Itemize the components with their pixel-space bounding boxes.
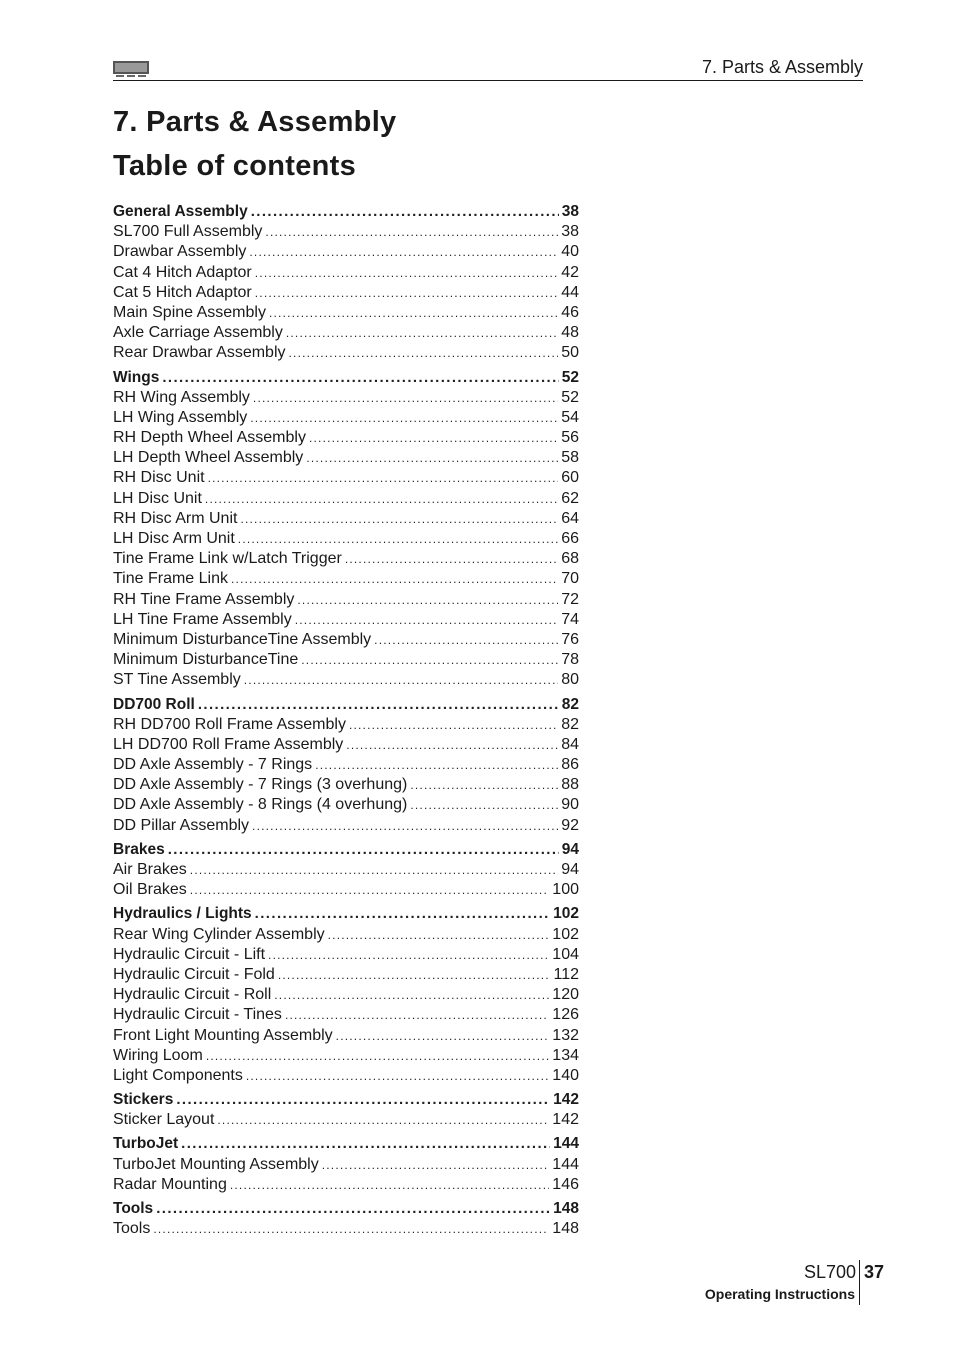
dot-leader (230, 1175, 549, 1195)
toc-entry-page: 52 (561, 388, 579, 406)
dot-leader (255, 263, 558, 283)
toc-entry-title: Oil Brakes (113, 881, 187, 899)
toc-entry-title: Drawbar Assembly (113, 243, 247, 261)
toc-section-heading[interactable] (113, 202, 579, 222)
toc-entry[interactable] (113, 965, 579, 985)
toc-entry[interactable] (113, 263, 579, 283)
toc-entry-title: RH DD700 Roll Frame Assembly (113, 715, 346, 733)
toc-entry[interactable] (113, 715, 579, 735)
toc-entry-title: LH Tine Frame Assembly (113, 610, 292, 628)
toc-entry-title: LH Disc Arm Unit (113, 530, 235, 547)
header-section-title: 7. Parts & Assembly (701, 57, 863, 77)
toc-entry-page: 84 (561, 735, 579, 753)
toc-entry[interactable] (113, 283, 579, 303)
toc-heading-page: 82 (561, 695, 579, 713)
dot-leader (168, 840, 559, 860)
toc-heading-title: Hydraulics / Lights (113, 905, 252, 923)
toc-entry-page: 104 (552, 945, 579, 963)
toc-entry[interactable] (113, 650, 579, 670)
toc-heading-page: 38 (561, 203, 579, 220)
toc-entry[interactable] (113, 343, 579, 363)
toc-entry-page: 86 (561, 756, 579, 774)
toc-entry[interactable] (113, 775, 579, 795)
toc-entry[interactable] (113, 1110, 579, 1130)
dot-leader (274, 985, 549, 1005)
toc-entry[interactable] (113, 755, 579, 775)
dot-leader (198, 695, 559, 715)
toc-entry-title: RH Depth Wheel Assembly (113, 429, 306, 447)
page-title: 7. Parts & Assembly (113, 106, 397, 138)
dot-leader (289, 343, 559, 363)
toc-entry[interactable] (113, 549, 579, 569)
toc-entry-title: Hydraulic Circuit - Fold (113, 965, 275, 983)
toc-heading-page: 94 (561, 840, 579, 858)
toc-entry[interactable] (113, 630, 579, 650)
toc-entry-page: 132 (552, 1026, 579, 1044)
toc-entry-title: Radar Mounting (113, 1175, 227, 1193)
dot-leader (328, 925, 550, 945)
toc-entry[interactable] (113, 1155, 579, 1175)
toc-entry-title: DD Pillar Assembly (113, 816, 250, 834)
toc-heading-page: 52 (561, 368, 579, 386)
footer-subtitle: Operating Instructions (704, 1286, 855, 1302)
dot-leader (250, 408, 558, 428)
toc-entry-page: 100 (552, 881, 579, 899)
toc-section-heading[interactable] (113, 904, 579, 924)
dot-leader (162, 368, 558, 388)
toc-entry-page: 126 (552, 1006, 579, 1024)
simba-logo-graphic (113, 59, 149, 78)
toc-section-heading[interactable] (113, 695, 579, 715)
toc-entry-title: Tine Frame Link w/Latch Trigger (113, 550, 342, 568)
toc-entry[interactable] (113, 468, 579, 488)
toc-section-heading[interactable] (113, 1199, 579, 1219)
toc-entry-page: 38 (561, 223, 579, 241)
toc-entry[interactable] (113, 925, 579, 945)
toc-entry-page: 92 (561, 816, 579, 834)
toc-entry-page: 56 (561, 429, 579, 447)
dot-leader (410, 795, 558, 815)
dot-leader (246, 1066, 549, 1086)
toc-entry-page: 66 (561, 530, 579, 547)
toc-heading-page: 148 (553, 1200, 579, 1217)
toc-entry-page: 50 (561, 344, 579, 362)
dot-leader (231, 569, 558, 589)
toc-entry-page: 68 (561, 550, 579, 568)
toc-heading-title: DD700 Roll (113, 695, 195, 713)
dot-leader (278, 965, 551, 985)
dot-leader (217, 1110, 549, 1130)
toc-entry-title: Hydraulic Circuit - Tines (113, 1006, 282, 1024)
toc-entry-title: Hydraulic Circuit - Roll (113, 986, 272, 1004)
toc-entry[interactable] (113, 408, 579, 428)
dot-leader (322, 1155, 550, 1175)
toc-entry-page: 88 (561, 776, 579, 794)
toc-heading-title: Stickers (113, 1091, 174, 1109)
dot-leader (374, 630, 558, 650)
dot-leader (156, 1199, 550, 1219)
footer-model: SL700 (803, 1262, 856, 1282)
dot-leader (349, 715, 558, 735)
page-subtitle: Table of contents (113, 150, 357, 182)
toc-section (113, 840, 579, 901)
dot-leader (336, 1026, 550, 1046)
toc-entry-title: DD Axle Assembly - 8 Rings (4 overhung) (113, 796, 408, 814)
toc-entry-title: Wiring Loom (113, 1046, 203, 1064)
toc-entry[interactable] (113, 1026, 579, 1046)
dot-leader (253, 388, 558, 408)
toc-entry-title: SL700 Full Assembly (113, 223, 263, 241)
toc-section-heading[interactable] (113, 840, 579, 860)
dot-leader (255, 904, 550, 924)
simba-logo (113, 59, 149, 78)
toc-entry-title: Rear Wing Cylinder Assembly (113, 925, 325, 943)
toc-entry-page: 142 (552, 1111, 579, 1129)
toc-heading-page: 142 (553, 1091, 579, 1109)
toc-entry-page: 48 (561, 324, 579, 342)
dot-leader (269, 303, 558, 323)
toc-entry[interactable] (113, 428, 579, 448)
toc-entry-page: 78 (561, 651, 579, 669)
toc-heading-page: 144 (553, 1135, 579, 1153)
toc-entry-title: Main Spine Assembly (113, 303, 266, 321)
header-divider (113, 80, 863, 81)
dot-leader (309, 428, 558, 448)
toc-entry[interactable] (113, 529, 579, 549)
toc-section (113, 368, 579, 691)
dot-leader (268, 945, 549, 965)
toc-heading-title: Brakes (113, 840, 165, 858)
toc-entry-title: RH Wing Assembly (113, 388, 250, 406)
toc-entry-title: Front Light Mounting Assembly (113, 1026, 333, 1044)
toc-heading-title: General Assembly (113, 203, 248, 220)
toc-entry-page: 90 (561, 796, 579, 814)
toc-section (113, 1090, 579, 1130)
page-number: 37 (864, 1262, 885, 1282)
toc-entry-page: 70 (561, 570, 579, 588)
toc-entry-page: 112 (553, 965, 579, 983)
dot-leader (153, 1219, 549, 1239)
dot-leader (240, 509, 558, 529)
toc-entry-title: DD Axle Assembly - 7 Rings (113, 756, 313, 774)
dot-leader (301, 650, 558, 670)
dot-leader (346, 735, 558, 755)
dot-leader (181, 1134, 550, 1154)
toc-entry-title: Cat 4 Hitch Adaptor (113, 263, 252, 281)
toc-entry-title: Tine Frame Link (113, 570, 228, 588)
toc-entry-title: Tools (113, 1220, 151, 1238)
dot-leader (249, 242, 558, 262)
dot-leader (286, 323, 558, 343)
toc-entry-page: 72 (561, 590, 579, 608)
toc-heading-title: TurboJet (113, 1135, 179, 1153)
toc-entry[interactable] (113, 509, 579, 529)
toc-section (113, 904, 579, 1086)
toc-entry[interactable] (113, 1175, 579, 1195)
toc-entry-title: RH Disc Unit (113, 469, 205, 487)
dot-leader (208, 468, 559, 488)
toc-entry[interactable] (113, 242, 579, 262)
dot-leader (255, 283, 558, 303)
toc-entry-title: Light Components (113, 1066, 243, 1084)
toc-entry[interactable] (113, 670, 579, 690)
toc-entry[interactable] (113, 880, 579, 900)
toc-entry-title: Axle Carriage Assembly (113, 324, 283, 342)
toc-entry[interactable] (113, 323, 579, 343)
dot-leader (252, 816, 558, 836)
toc-entry[interactable] (113, 735, 579, 755)
toc-section (113, 1199, 579, 1239)
toc-entry-title: Air Brakes (113, 861, 187, 878)
toc-entry-page: 144 (552, 1155, 579, 1173)
dot-leader (265, 222, 558, 242)
toc-entry-title: RH Disc Arm Unit (113, 509, 238, 527)
table-of-contents (113, 202, 579, 1243)
dot-leader (306, 448, 558, 468)
toc-heading-title: Wings (113, 368, 160, 386)
toc-entry-page: 44 (561, 283, 579, 301)
toc-entry-page: 40 (561, 243, 579, 261)
dot-leader (297, 590, 558, 610)
toc-entry-page: 62 (561, 489, 579, 507)
toc-entry-title: LH DD700 Roll Frame Assembly (113, 735, 344, 753)
toc-entry-page: 102 (552, 925, 579, 943)
toc-entry[interactable] (113, 1005, 579, 1025)
toc-entry-page: 134 (552, 1046, 579, 1064)
toc-entry-title: LH Disc Unit (113, 489, 202, 507)
toc-entry-title: Minimum DisturbanceTine Assembly (113, 630, 372, 648)
toc-entry-page: 58 (561, 449, 579, 467)
toc-entry[interactable] (113, 448, 579, 468)
toc-entry-page: 140 (552, 1066, 579, 1084)
toc-entry-page: 60 (561, 469, 579, 487)
toc-entry[interactable] (113, 1066, 579, 1086)
dot-leader (251, 202, 559, 222)
toc-heading-page: 102 (553, 905, 579, 923)
toc-entry-title: Hydraulic Circuit - Lift (113, 945, 266, 963)
toc-entry-title: DD Axle Assembly - 7 Rings (3 overhung) (113, 776, 408, 794)
toc-entry[interactable] (113, 1219, 579, 1239)
toc-entry[interactable] (113, 985, 579, 1005)
toc-entry-page: 76 (561, 630, 579, 648)
toc-entry-page: 74 (561, 610, 579, 628)
toc-entry-page: 120 (552, 986, 579, 1004)
toc-entry[interactable] (113, 945, 579, 965)
toc-entry-page: 54 (561, 408, 579, 426)
toc-entry-page: 46 (561, 303, 579, 321)
toc-entry-title: TurboJet Mounting Assembly (113, 1155, 319, 1173)
toc-section-heading[interactable] (113, 368, 579, 388)
dot-leader (244, 670, 558, 690)
toc-entry-title: LH Wing Assembly (113, 408, 248, 426)
dot-leader (345, 549, 558, 569)
toc-section (113, 1134, 579, 1195)
toc-entry-title: LH Depth Wheel Assembly (113, 449, 304, 467)
dot-leader (315, 755, 558, 775)
toc-entry[interactable] (113, 388, 579, 408)
toc-entry[interactable] (113, 860, 579, 880)
toc-entry[interactable] (113, 610, 579, 630)
toc-entry-page: 82 (561, 715, 579, 733)
toc-entry-title: Rear Drawbar Assembly (113, 344, 286, 362)
toc-entry[interactable] (113, 222, 579, 242)
toc-entry-page: 94 (561, 861, 579, 878)
dot-leader (205, 489, 558, 509)
toc-section (113, 695, 579, 836)
toc-entry-title: RH Tine Frame Assembly (113, 590, 295, 608)
toc-entry[interactable] (113, 569, 579, 589)
toc-entry-title: Cat 5 Hitch Adaptor (113, 283, 252, 301)
dot-leader (285, 1005, 549, 1025)
toc-section-heading[interactable] (113, 1134, 579, 1154)
toc-entry[interactable] (113, 489, 579, 509)
dot-leader (238, 529, 558, 549)
toc-entry[interactable] (113, 816, 579, 836)
dot-leader (190, 860, 558, 880)
toc-entry[interactable] (113, 590, 579, 610)
toc-entry-page: 146 (552, 1175, 579, 1193)
dot-leader (295, 610, 558, 630)
toc-entry-page: 64 (561, 509, 579, 527)
footer-divider (859, 1260, 860, 1305)
toc-entry[interactable] (113, 303, 579, 323)
toc-entry[interactable] (113, 795, 579, 815)
toc-entry-title: Minimum DisturbanceTine (113, 651, 299, 669)
toc-entry-page: 80 (561, 671, 579, 689)
toc-entry[interactable] (113, 1046, 579, 1066)
toc-entry-page: 42 (561, 263, 579, 281)
toc-entry-page: 148 (552, 1220, 579, 1238)
toc-entry-title: Sticker Layout (113, 1111, 215, 1129)
dot-leader (176, 1090, 550, 1110)
toc-entry-title: ST Tine Assembly (113, 671, 241, 689)
dot-leader (206, 1046, 549, 1066)
toc-heading-title: Tools (113, 1200, 154, 1217)
dot-leader (190, 880, 550, 900)
toc-section (113, 202, 579, 364)
toc-section-heading[interactable] (113, 1090, 579, 1110)
dot-leader (410, 775, 558, 795)
